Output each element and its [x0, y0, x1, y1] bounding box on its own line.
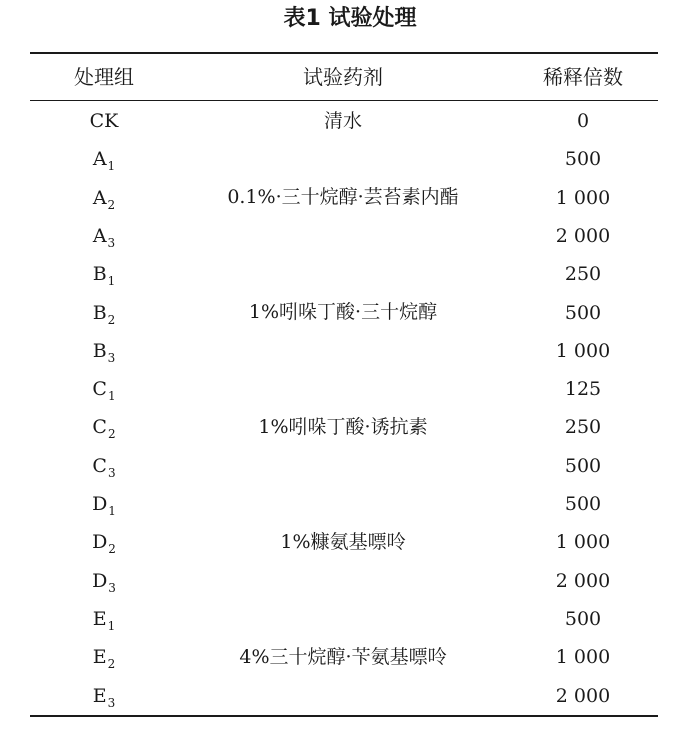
group-subscript: 2 — [108, 542, 116, 556]
agent-cell: 1%吲哚丁酸·三十烷醇 — [248, 301, 438, 323]
dilution-cell: 500 — [564, 455, 602, 477]
group-cell — [30, 255, 178, 293]
dilution-cell: 500 — [564, 148, 602, 170]
group-label: E — [92, 685, 107, 707]
group-subscript: 1 — [107, 619, 116, 633]
group-cell — [30, 523, 178, 561]
dilution-cell: 250 — [564, 416, 602, 438]
group-subscript: 2 — [107, 198, 116, 212]
dilution-cell: 250 — [564, 263, 602, 285]
group-subscript: 1 — [107, 274, 116, 288]
group-label: A — [92, 225, 107, 247]
header-group: 处理组 — [74, 65, 134, 89]
group-subscript: 1 — [107, 159, 116, 173]
group-label: CK — [89, 110, 119, 132]
table-caption: 表1 试验处理 — [283, 6, 417, 31]
group-cell — [30, 179, 178, 217]
group-subscript: 2 — [107, 427, 116, 441]
group-subscript: 3 — [107, 696, 116, 710]
group-subscript: 3 — [107, 466, 116, 480]
dilution-cell: 500 — [564, 493, 602, 515]
group-label: B — [92, 340, 107, 362]
group-label: E — [92, 608, 107, 630]
dilution-cell: 500 — [564, 608, 602, 630]
group-cell — [30, 370, 178, 408]
group-cell — [30, 332, 178, 370]
dilution-cell: 0 — [576, 110, 590, 132]
agent-cell: 清水 — [323, 110, 362, 132]
group-cell — [30, 677, 178, 715]
group-label: D — [92, 531, 108, 553]
group-label: C — [92, 416, 107, 438]
group-label: B — [92, 263, 107, 285]
dilution-cell: 2 000 — [555, 570, 611, 592]
dilution-cell: 1 000 — [555, 340, 611, 362]
group-subscript: 3 — [108, 581, 116, 595]
agent-cell: 0.1%·三十烷醇·芸苔素内酯 — [227, 186, 459, 208]
group-cell — [30, 447, 178, 485]
group-label: A — [92, 187, 107, 209]
group-subscript: 2 — [107, 313, 116, 327]
group-cell — [30, 408, 178, 446]
group-label: D — [92, 570, 108, 592]
group-cell — [30, 638, 178, 676]
group-label: D — [92, 493, 108, 515]
group-cell — [30, 217, 178, 255]
table-body — [30, 102, 658, 714]
group-cell — [30, 102, 178, 140]
group-label: B — [92, 302, 107, 324]
header-dilution: 稀释倍数 — [543, 65, 623, 89]
group-cell — [30, 562, 178, 600]
dilution-cell: 1 000 — [555, 646, 611, 668]
agent-cell: 1%糠氨基嘌呤 — [280, 531, 406, 553]
group-label: A — [92, 148, 107, 170]
group-subscript: 1 — [107, 389, 116, 403]
dilution-cell: 125 — [564, 378, 602, 400]
group-subscript: 3 — [107, 236, 116, 250]
table-header — [30, 54, 658, 100]
group-cell — [30, 294, 178, 332]
group-label: E — [92, 646, 107, 668]
group-subscript: 1 — [108, 504, 116, 518]
bottom-rule — [30, 715, 658, 717]
dilution-cell: 2 000 — [555, 685, 611, 707]
header-agent: 试验药剂 — [303, 65, 383, 89]
agent-cell: 4%三十烷醇·苄氨基嘌呤 — [239, 646, 447, 668]
agent-cell: 1%吲哚丁酸·诱抗素 — [258, 416, 428, 438]
group-cell — [30, 600, 178, 638]
group-label: C — [92, 378, 107, 400]
dilution-cell: 1 000 — [555, 531, 611, 553]
group-subscript: 3 — [107, 351, 116, 365]
dilution-cell: 2 000 — [555, 225, 611, 247]
group-cell — [30, 140, 178, 178]
dilution-cell: 500 — [564, 302, 602, 324]
group-label: C — [92, 455, 107, 477]
header-rule — [30, 100, 658, 101]
group-cell — [30, 485, 178, 523]
group-subscript: 2 — [107, 657, 116, 671]
dilution-cell: 1 000 — [555, 187, 611, 209]
